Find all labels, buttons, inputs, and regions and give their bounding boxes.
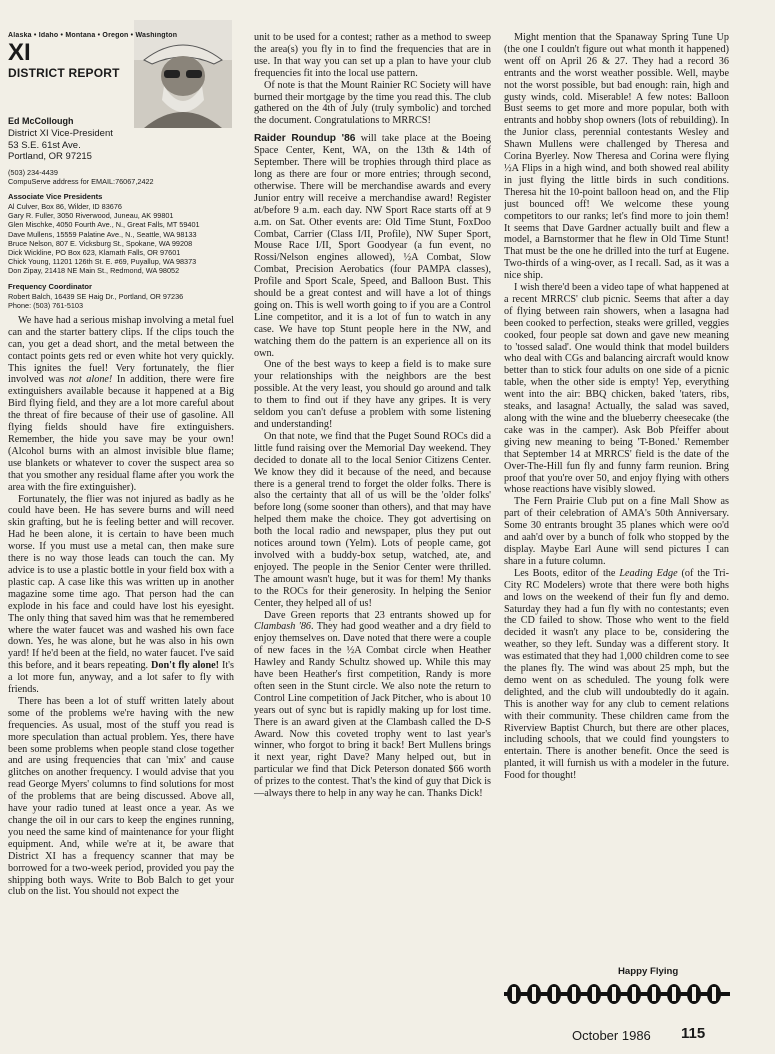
article-paragraph: On that note, we find that the Puget Sound ROCs did a little fund raising over the Memorial Day weekend. They decided to donate all to the local Senior Citizens Center. We know they did it because of the need, and because there is a general trend to forget the older folks. There is also the certainty that all of us will be the 'older folks' before long (some sooner than others), and that may have helped them make the choice. They got advertising on both the local radio and newspaper, plus they put out notices around town (Yelm). Lots of people came, got involved with a buddy-box setup, watched, ate, and enjoyed. The people in the Senior Center were thrilled. The amount wasn't huge, but it was for them! My thanks to the ROCs for their generosity. In helping the Senior Center, they helped all of us! [254,430,491,609]
frequency-phone: Phone: (503) 761-5103 [8,300,84,310]
vp-address-line1: 53 S.E. 61st Ave. [8,139,81,151]
article-paragraph: Les Boots, editor of the Leading Edge (of the Tri-City RC Modelers) wrote that there were both highs and lows on the weekend of their fun fly and demo. Saturday they had a fun fly with no contestants; even the CD failed to show. Those who went to the field decided it wasn't any place to be, considering the weather, so they left. Sunday was a different story. It was estimated that they had 1,000 children come to see the planes fly. The wind was about 25 mph, but the demo went on as scheduled. The young folk were delighted, and the club will undoubtedly do it again. This is another way for any club to cement relations with their community. These children came from the Riverview Baptist Church, but there are other places, including schools, that we could find youngsters to entertain. There is another benefit. Once the seed is planted, it will furnish us with a modeler in the future. Food for thought! [504,567,729,782]
column-2 [254,32,491,1022]
associate-line: Gary R. Fuller, 3050 Riverwood, Juneau, AK 99801 [8,211,174,221]
article-paragraph: There has been a lot of stuff written lately about some of the problems we're having with the new frequencies. As usual, most of the stuff you read is more speculation than actual problem. Yes, there have been some problems when people stand close together and are using frequencies that can 'mix' and cause glitches on another frequency. I would advise that you read George Myers' columns to find solutions for most of the problems that are being discussed. Above all, have your radio tuned at least once a year. As we change the oil in our cars to keep the engines running, you need the same kind of maintenance for your flight equipment. And, while we're at it, be aware that District XI has a frequency scanner that may be borrowed for a two-week period, provided you pay the shipping both ways. Write to Bob Balch to get your club on the list. You should not expect the [8,695,234,898]
vp-name: Ed McCollough [8,116,74,126]
footer-issue-date: October 1986 [572,1028,651,1043]
article-paragraph: I wish there'd been a video tape of what happened at a recent MRRCS' club picnic. Seems that after a day of flying between rain showers, when a lasagna had been cooked to perfection, steaks were grilled, veggies cooked, four people sat down and gave new meaning to 'tossed salad'. One would think that model builders who deal with CGs and balancing aircraft would know better than to stick four adults on one side of a picnic table, when the other side is empty! Yep, everything went into the air: BBQ chicken, baked 'taters, ribs, steaks, and lasagna! Actually, the salad was saved, along with the wine and the blueberry cheesecake (the cake was in the camper). Ask Bob Pfeiffer about giving new meaning to being 'T-Boned.' Remember that September 14 at MRRCS' field is the date of the Over-The-Hill fun fly and funny farm reunion. Bring proof that you're over 50, and enjoy flying with others whose reactions have visibly slowed. [504,282,729,496]
frequency-heading: Frequency Coordinator [8,281,92,291]
associate-line: Dave Mullens, 15559 Palatine Ave., N., Seattle, WA 98133 [8,229,197,239]
associate-line: Bruce Nelson, 807 E. Vicksburg St., Spokane, WA 99208 [8,238,193,248]
associate-line: Don Zipay, 21418 NE Main St., Redmond, WA 98052 [8,266,180,276]
column-3 [504,32,729,990]
article-paragraph: Of note is that the Mount Rainier RC Society will have burned their mortgage by the time you read this. The club gathered on the 4th of July (truly symbolic) and torched the document. Congratulations to MRRCS! [254,79,491,127]
associate-line: Glen Mischke, 4050 Fourth Ave., N., Great Falls, MT 59401 [8,220,200,230]
column-1 [8,32,234,1022]
footer-page-number: 115 [681,1025,706,1042]
vp-phone: (503) 234-4439 [8,167,58,177]
event-lead: Raider Roundup '86 [254,133,356,145]
associates-heading: Associate Vice Presidents [8,191,103,201]
associate-line: Dick Wickline, PO Box 623, Klamath Falls, OR 97601 [8,247,181,257]
vp-title: District XI Vice-President [8,128,113,139]
decorative-airplane-border-icon [504,983,730,1005]
article-paragraph: Raider Roundup '86 will take place at the Boeing Space Center, Kent, WA, on the 13th & 14th of September. There will be trophies through third place as long as there are four or more entries; through second, otherwise. There will be merchandise awards and every Junior entry will receive a merchandise award! Register at/before 9 a.m. each day. NW Sport Race starts off at 9 a.m. on Sat. Other events are: Old Time Stunt, FoxDoo Combat, Carrier (Class I/II, Profile), NW Super Sport, Mouse Race I/II, Sport Goodyear (a fun event, no Rossi/Nelson engines allowed), ½A Combat, Slow Combat, Precision Aerobatics (four PAMPA classes), Profile and Sport Scale, Speed, and Balloon Bust. This should be a great contest and will have a lot of things going on. This is well worth going to if you are a Control Line competitor, and it is a lot of fun to watch in any case. We have top Stunt people here in the NW, and watching them do the pattern is an experience all on its own. [254,133,491,359]
article-paragraph: Might mention that the Spanaway Spring Tune Up (the one I couldn't figure out what month it happened) went off on April 26 & 27. They had a record 36 entrants and the worst weather possible. Well, maybe not the worst possible, but bad enough: rain, high and gusty winds, cold. Miserable! A few notes: Balloon Bust seems to get more and more popular, both with entrants and hobby shop owners (lots of rebuilding). In the Junior class, perennial contestants Wesley and Shawn Mullens were challenged by Theresa and Corina Byerley. Now Theresa and Corina were flying ½A Flips in a high wind, and both showed real ability in just flying the little birds in such conditions. Theresa hit the 10-point balloon head on, and the Flip just bounced off! We welcome these young competitors to our ranks; let's find more to join them! It seems that Dave Gardner actually built and flew a model, a Barnstormer that he flew in Old Time Stunt! That must be the one he drilled into the turf at Eugene. Two-thirds of a wing-over, as I recall. Sad, as it was a nice ship. [504,32,729,282]
signoff: Happy Flying [618,966,679,977]
article-paragraph: Fortunately, the flier was not injured as badly as he could have been. He has severe burns and will need skin grafting, but he is feeling better and will recover. Had he been alone, it is certain to have been much worse. If you must use a metal can, then make sure there is no way those leads can touch the can. My advice is to use a plastic bottle in your field box with a plastic cap. A case like this was written up in another magazine some time ago. That person had the can explode in his face and could have lost his eyesight. The only thing that saved him was that he remembered where the water faucet was and washed his own face down. Yes, he was alone, but he was also in his own yard! If he'd been at the field, no water faucet. I've said this before, and it bears repeating. Don't fly alone! It's a lot more fun, anyway, and a lot safer to fly with friends. [8,493,234,696]
vp-email: CompuServe address for EMAIL:76067,2422 [8,176,154,186]
frequency-line: Robert Balch, 16439 SE Haig Dr., Portland, OR 97236 [8,291,184,301]
article-paragraph: unit to be used for a contest; rather as a method to sweep the area(s) you fly in to find the frequencies that are in use. In that way you can set up a plan to have your club frequencies fit into the local use pattern. [254,32,491,79]
article-paragraph: The Fern Prairie Club put on a fine Mall Show as part of their celebration of AMA's 50th Anniversary. Some 30 entrants brought 35 planes which were oo'd and aah'd over by a bunch of folk who stopped by the display. Maybe Earl Aune will send pictures I can share in a future column. [504,496,729,567]
district-number: XI [8,39,31,66]
associate-line: Al Culver, Box 86, Wilder, ID 83676 [8,201,122,211]
vp-address-line2: Portland, OR 97215 [8,151,92,162]
article-paragraph: Dave Green reports that 23 entrants showed up for Clambash '86. They had good weather and a dry field to enjoy themselves on. Dave noted that there were a couple of new faces in the ½A Combat circle when Heather Hawley and Randy Schultz showed up. While this may have been Heather's first competition, Randy is more often seen in the Stunt circle. We also note the return to Control Line competition of Jack Pitcher, who is about 10 years out of sync but is rapidly making up for lost time. There is an award given at the Clambash called the D-S Award. Now this coveted trophy went to last year's winner, who forgot to bring it back! Bert Mullens brings it next year, right Dave? Many helped out, but in particular we find that Dick Peterson donated $66 worth of prizes to the contest. That's the kind of guy that Dick is—always there to help in any way he can. Thanks Dick! [254,609,491,800]
district-title: DISTRICT REPORT [8,66,120,80]
states-line: Alaska • Idaho • Montana • Oregon • Washington [8,32,178,39]
article-paragraph: We have had a serious mishap involving a metal fuel can and the starter battery clips. If the clips touch the can, you get a dead short, and the metal between the contact points gets red or even white hot very quickly. This ignites the fuel! Very fortunately, the flier involved was not alone! In addition, there were fire extinguishers available because it happened at a Big Bird flying field, and they are a lot more careful about the threat of fire because of their use of gasoline. All flying fields should have fire extinguishers. Remember, the hide you save may be your own! (Alcohol burns with an almost invisible blue flame; use blankets or whatever to cover the suspect area so that you smother any residual flame after you work the area with the fire extinguisher). [8,314,234,493]
associate-line: Chick Young, 11201 126th St. E. #69, Puyallup, WA 98373 [8,257,197,267]
article-paragraph: One of the best ways to keep a field is to make sure your relationships with the neighbors are the best possible. At the very least, you should go around and talk to them to find out if they have any gripes. It is very seldom you can't defuse a problem with some listening and understanding! [254,359,491,430]
